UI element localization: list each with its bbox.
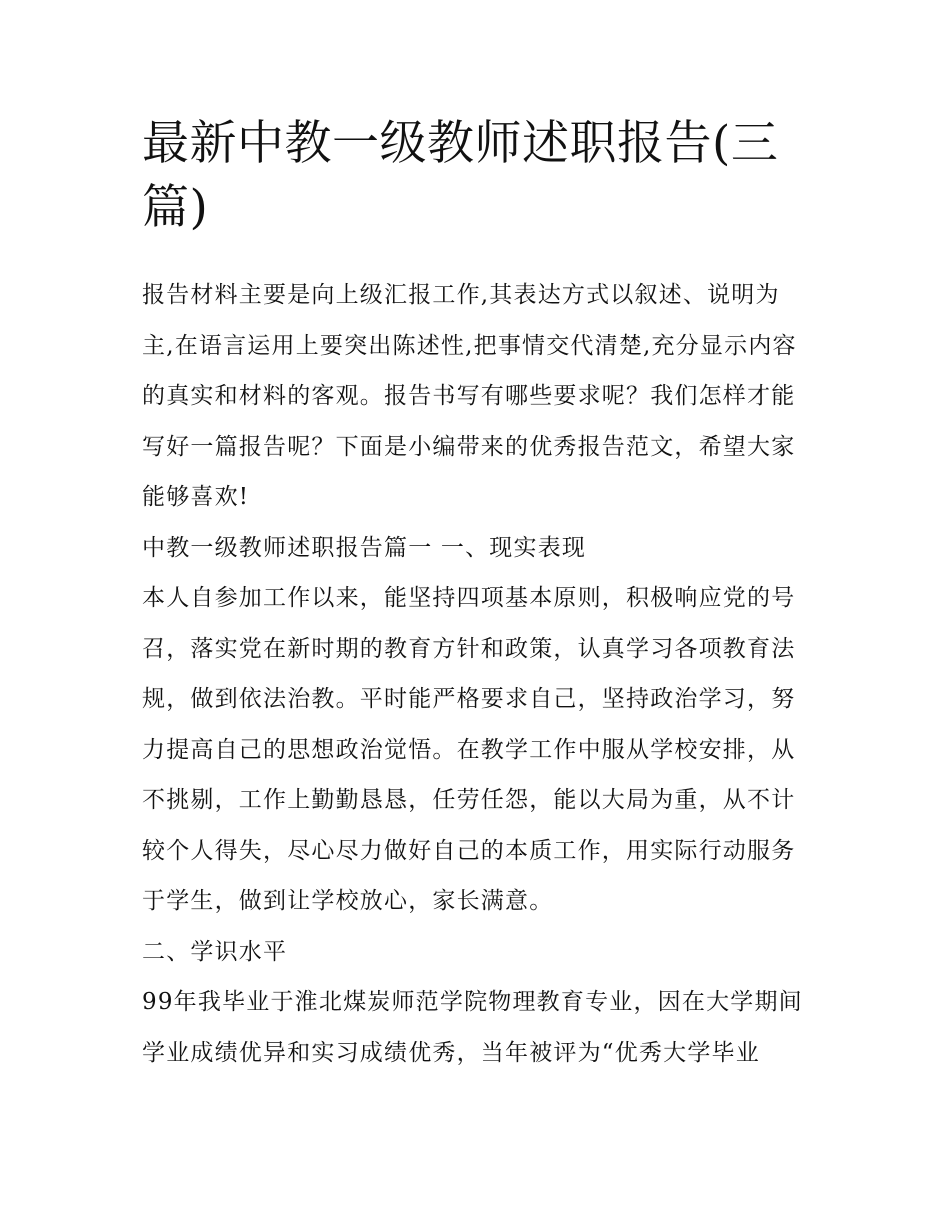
- section-heading-1: 中教一级教师述职报告篇一 一、现实表现: [142, 534, 587, 561]
- section-heading-2: 二、学识水平: [142, 938, 288, 965]
- body-paragraph-1: 本人自参加工作以来，能坚持四项基本原则，积极响应党的号召，落实党在新时期的教育方针和政策，认真学习各项教育法规，做到依法治教。平时能严格要求自己，坚持政治学习，努力提高自己的思想政治觉悟。在教学工作中服从学校安排，从不挑剔，工作上勤勤恳恳，任劳任怨，能以大局为重，从不计较个人得失，尽心尽力做好自己的本质工作，用实际行动服务于学生，做到让学校放心，家长满意。: [142, 585, 796, 914]
- intro-paragraph: 报告材料主要是向上级汇报工作,其表达方式以叙述、说明为主,在语言运用上要突出陈述性,把事情交代清楚,充分显示内容的真实和材料的客观。报告书写有哪些要求呢？我们怎样才能写好一篇报告呢？下面是小编带来的优秀报告范文，希望大家能够喜欢!: [142, 282, 797, 510]
- document-title: 最新中教一级教师述职报告(三篇): [142, 116, 779, 235]
- body-paragraph-2: 99年我毕业于淮北煤炭师范学院物理教育专业，因在大学期间学业成绩优异和实习成绩优秀，当年被评为“优秀大学毕业: [142, 989, 803, 1066]
- document-page: [142, 112, 812, 1078]
